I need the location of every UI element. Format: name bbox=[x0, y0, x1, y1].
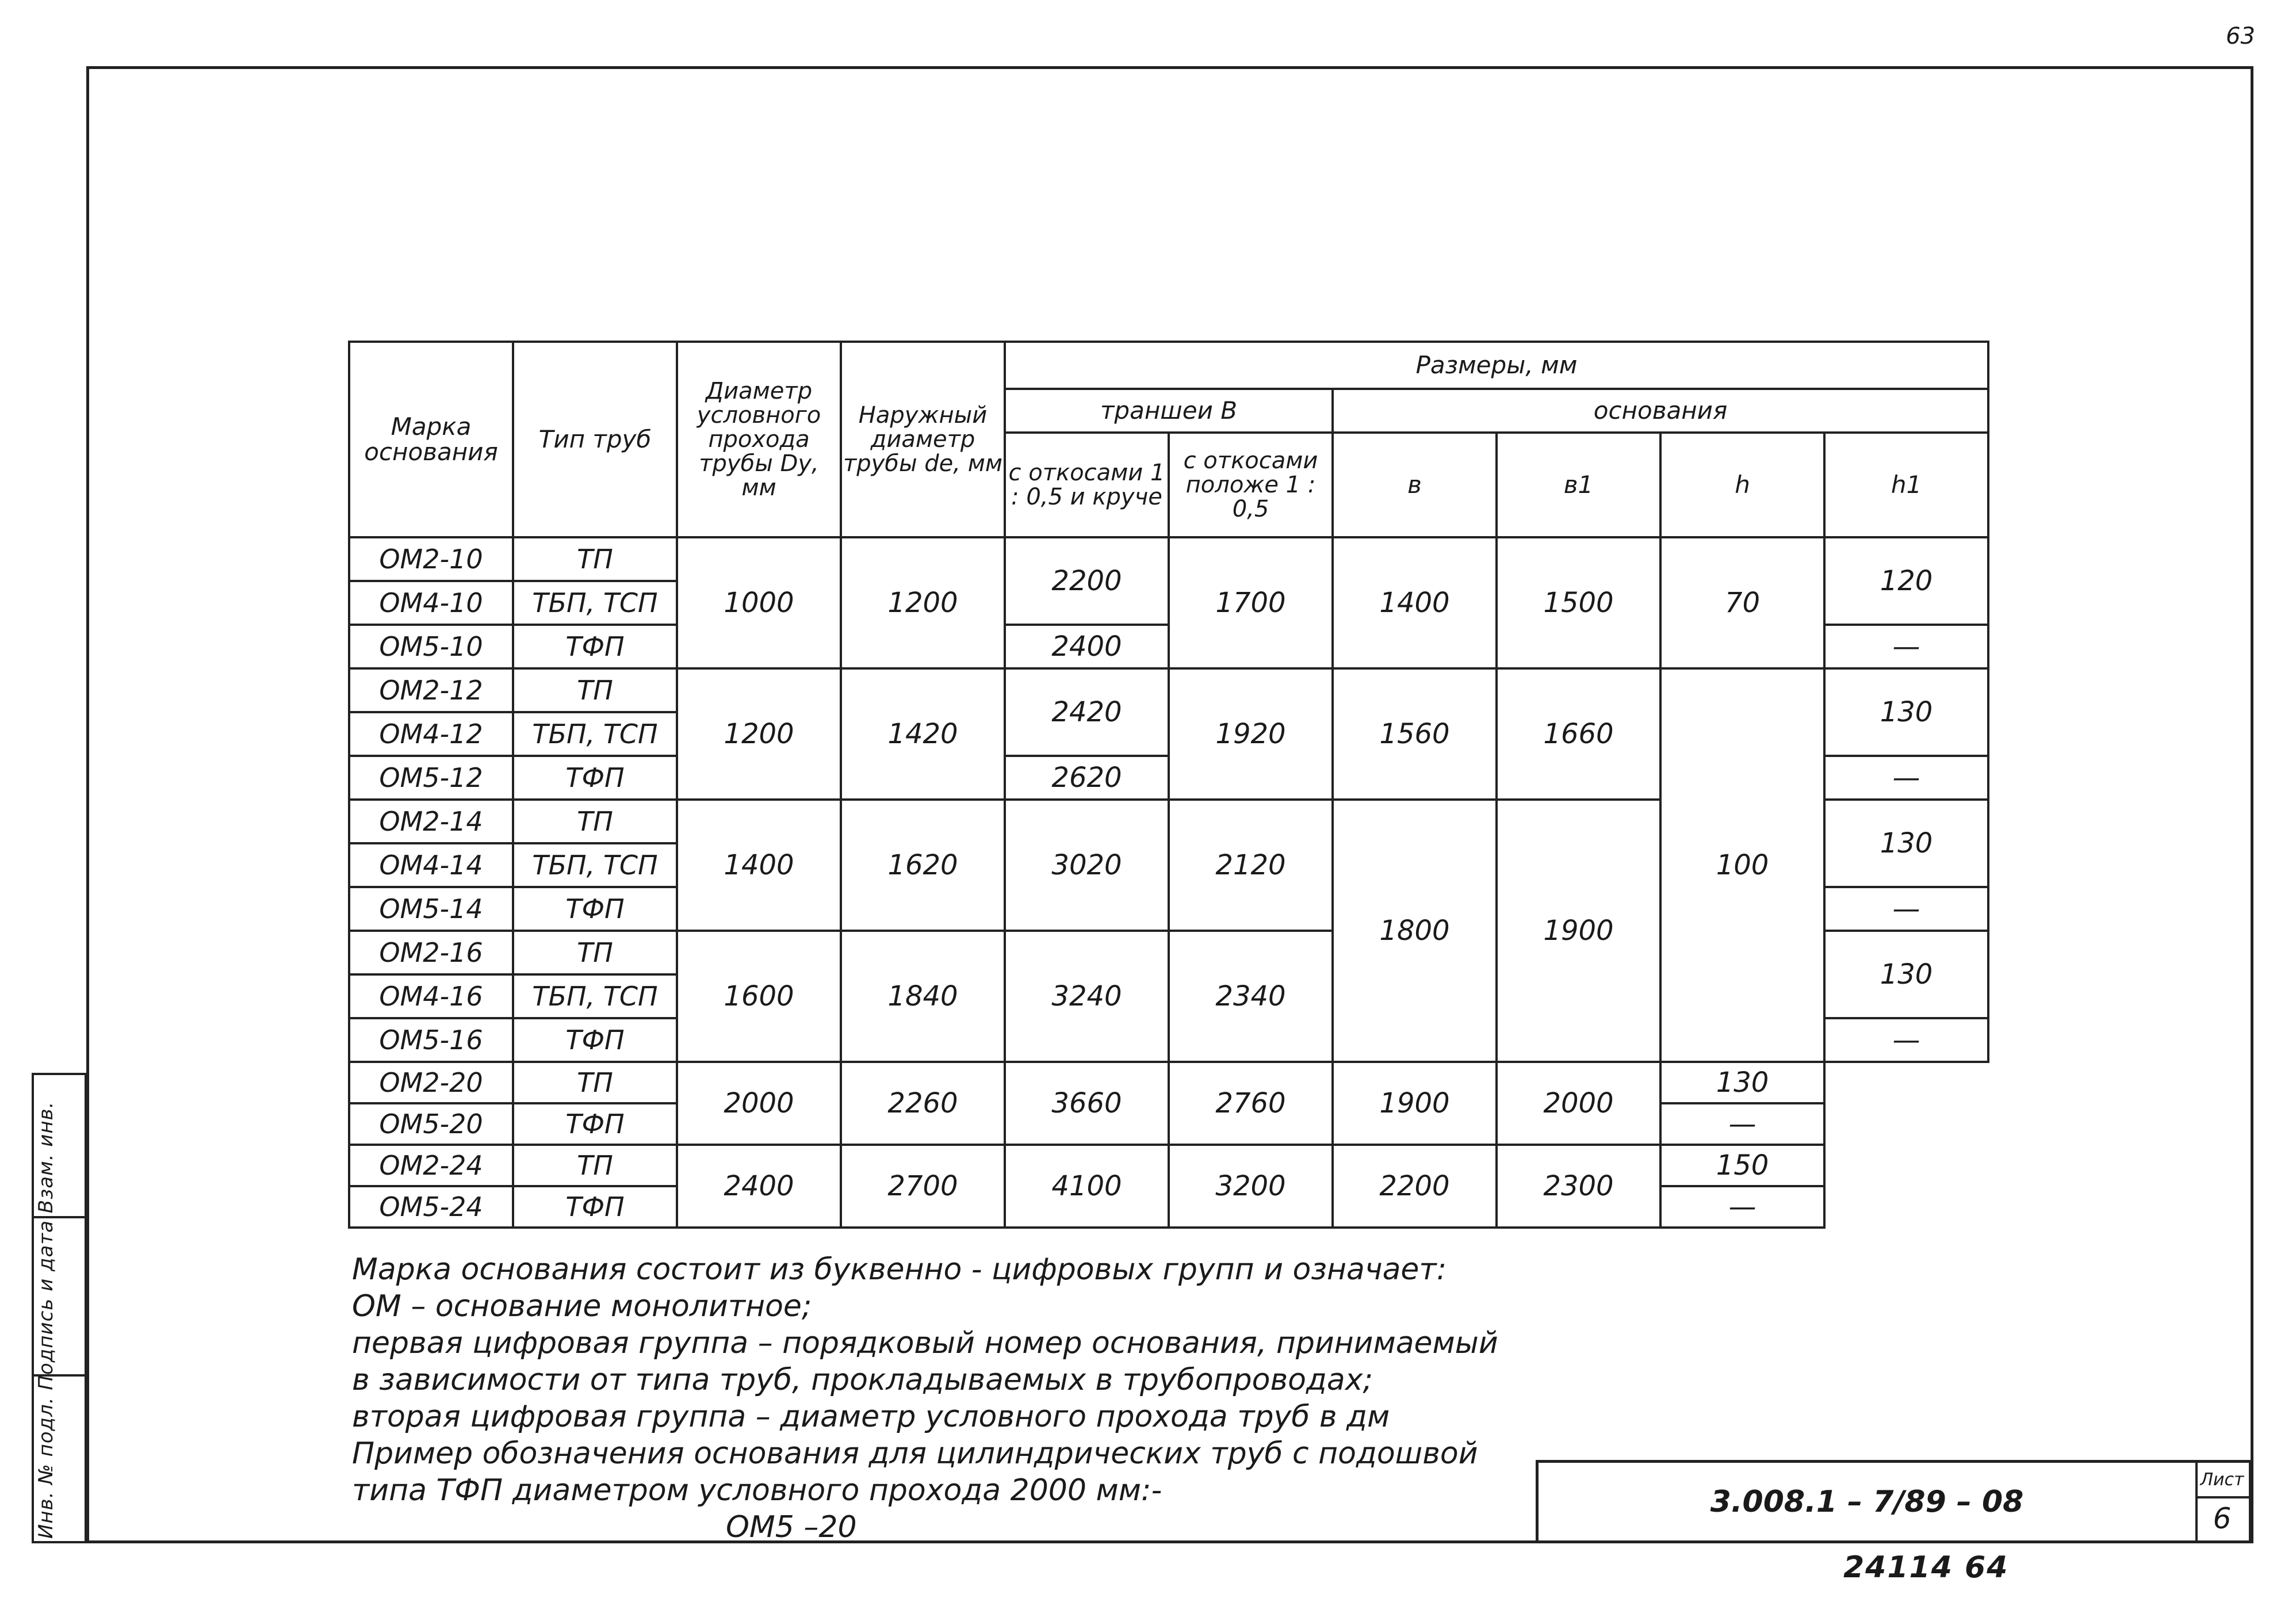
cell-de: 2700 bbox=[841, 1145, 1005, 1228]
cell-marka: ОМ5-24 bbox=[349, 1186, 513, 1228]
page-number: 63 bbox=[2226, 23, 2255, 49]
cell-tip: ТФП bbox=[513, 1186, 677, 1228]
cell-h1: 130 bbox=[1660, 1062, 1824, 1103]
document-code: 3.008.1 – 7/89 – 08 bbox=[1539, 1463, 2198, 1540]
cell-b1: 1900 bbox=[1497, 800, 1660, 1062]
cell-tip: ТФП bbox=[513, 756, 677, 800]
cell-tip: ТП bbox=[513, 1145, 677, 1186]
cell-dy: 2000 bbox=[677, 1062, 841, 1145]
cell-tip: ТБП, ТСП bbox=[513, 581, 677, 625]
cell-tip: ТБП, ТСП bbox=[513, 974, 677, 1018]
note-line: типа ТФП диаметром условного прохода 2000 мм:- bbox=[352, 1473, 1162, 1508]
header-b: в bbox=[1333, 433, 1497, 537]
cell-marka: ОМ2-24 bbox=[349, 1145, 513, 1186]
notes-block bbox=[352, 1251, 1498, 1546]
cell-marka: ОМ5-12 bbox=[349, 756, 513, 800]
cell-b-krut: 2200 bbox=[1005, 537, 1169, 625]
cell-tip: ТП bbox=[513, 668, 677, 712]
cell-tip: ТБП, ТСП bbox=[513, 712, 677, 756]
cell-de: 2260 bbox=[841, 1062, 1005, 1145]
note-line: Пример обозначения основания для цилиндрических труб с подошвой bbox=[352, 1436, 1478, 1471]
cell-marka: ОМ4-14 bbox=[349, 843, 513, 887]
cell-marka: ОМ2-20 bbox=[349, 1062, 513, 1103]
sheet-number: 6 bbox=[2213, 1501, 2232, 1535]
header-dy: Диаметр условного прохода трубы Dу, мм bbox=[677, 342, 841, 537]
cell-tip: ТП bbox=[513, 800, 677, 843]
cell-b-krut: 2620 bbox=[1005, 756, 1169, 800]
cell-b: 2200 bbox=[1333, 1145, 1497, 1228]
header-razmery: Размеры, мм bbox=[1005, 342, 1988, 389]
cell-de: 1420 bbox=[841, 668, 1005, 800]
cell-b1: 1660 bbox=[1497, 668, 1660, 800]
note-line: ОМ – основание монолитное; bbox=[352, 1289, 812, 1324]
cell-dy: 2400 bbox=[677, 1145, 841, 1228]
cell-tip: ТП bbox=[513, 537, 677, 581]
cell-marka: ОМ2-16 bbox=[349, 931, 513, 974]
cell-h1: — bbox=[1824, 625, 1988, 668]
cell-b-polog: 2340 bbox=[1169, 931, 1333, 1062]
cell-h1: — bbox=[1824, 756, 1988, 800]
cell-h1: — bbox=[1660, 1103, 1824, 1145]
cell-h: 70 bbox=[1660, 537, 1824, 668]
cell-b-polog: 1700 bbox=[1169, 537, 1333, 668]
header-de: Наружный диаметр трубы dе, мм bbox=[841, 342, 1005, 537]
cell-dy: 1600 bbox=[677, 931, 841, 1062]
cell-marka: ОМ4-12 bbox=[349, 712, 513, 756]
cell-h1: 130 bbox=[1824, 668, 1988, 756]
title-stamp bbox=[1536, 1460, 2252, 1543]
cell-h1: 130 bbox=[1824, 800, 1988, 887]
cell-marka: ОМ4-16 bbox=[349, 974, 513, 1018]
cell-de: 1200 bbox=[841, 537, 1005, 668]
cell-b: 1800 bbox=[1333, 800, 1497, 1062]
cell-dy: 1000 bbox=[677, 537, 841, 668]
specification-table bbox=[348, 341, 1989, 1229]
cell-b-krut: 3020 bbox=[1005, 800, 1169, 931]
cell-h1: 130 bbox=[1824, 931, 1988, 1018]
cell-de: 1840 bbox=[841, 931, 1005, 1062]
cell-b-krut: 2420 bbox=[1005, 668, 1169, 756]
cell-b-krut: 4100 bbox=[1005, 1145, 1169, 1228]
cell-b1: 2000 bbox=[1497, 1062, 1660, 1145]
cell-dy: 1200 bbox=[677, 668, 841, 800]
header-marka: Марка основания bbox=[349, 342, 513, 537]
cell-h1: — bbox=[1660, 1186, 1824, 1228]
cell-tip: ТФП bbox=[513, 1018, 677, 1062]
cell-b-polog: 2760 bbox=[1169, 1062, 1333, 1145]
cell-tip: ТБП, ТСП bbox=[513, 843, 677, 887]
cell-b-polog: 1920 bbox=[1169, 668, 1333, 800]
cell-h1: 120 bbox=[1824, 537, 1988, 625]
cell-marka: ОМ5-14 bbox=[349, 887, 513, 931]
header-h1: h1 bbox=[1824, 433, 1988, 537]
cell-marka: ОМ5-10 bbox=[349, 625, 513, 668]
note-line: в зависимости от типа труб, прокладываемых в трубопроводах; bbox=[352, 1363, 1373, 1397]
cell-tip: ТП bbox=[513, 931, 677, 974]
cell-tip: ТП bbox=[513, 1062, 677, 1103]
cell-marka: ОМ5-20 bbox=[349, 1103, 513, 1145]
note-line: первая цифровая группа – порядковый номер основания, принимаемый bbox=[352, 1326, 1498, 1360]
footer-number: 24114 64 bbox=[1843, 1550, 2009, 1585]
note-line: Марка основания состоит из буквенно - цифровых групп и означает: bbox=[352, 1252, 1447, 1287]
note-example: ОМ5 –20 bbox=[726, 1510, 857, 1544]
cell-b-krut: 3660 bbox=[1005, 1062, 1169, 1145]
header-transhei: траншеи В bbox=[1005, 389, 1333, 433]
cell-b-krut: 2400 bbox=[1005, 625, 1169, 668]
header-h: h bbox=[1660, 433, 1824, 537]
cell-marka: ОМ4-10 bbox=[349, 581, 513, 625]
cell-marka: ОМ2-14 bbox=[349, 800, 513, 843]
cell-de: 1620 bbox=[841, 800, 1005, 931]
sheet-label: Лист bbox=[2195, 1463, 2249, 1498]
cell-b-krut: 3240 bbox=[1005, 931, 1169, 1062]
cell-b-polog: 2120 bbox=[1169, 800, 1333, 931]
cell-b1: 2300 bbox=[1497, 1145, 1660, 1228]
header-otkos-krut: с откосами 1 : 0,5 и круче bbox=[1005, 433, 1169, 537]
cell-marka: ОМ2-12 bbox=[349, 668, 513, 712]
cell-marka: ОМ5-16 bbox=[349, 1018, 513, 1062]
cell-tip: ТФП bbox=[513, 887, 677, 931]
cell-b: 1400 bbox=[1333, 537, 1497, 668]
cell-h1: 150 bbox=[1660, 1145, 1824, 1186]
cell-h1: — bbox=[1824, 1018, 1988, 1062]
cell-h1: — bbox=[1824, 887, 1988, 931]
side-strip-text: Инв. № подл. Подпись и дата Взам. инв. bbox=[35, 1101, 58, 1539]
cell-dy: 1400 bbox=[677, 800, 841, 931]
header-otkos-polog: с откосами положе 1 : 0,5 bbox=[1169, 433, 1333, 537]
cell-b: 1560 bbox=[1333, 668, 1497, 800]
cell-b-polog: 3200 bbox=[1169, 1145, 1333, 1228]
cell-marka: ОМ2-10 bbox=[349, 537, 513, 581]
cell-h: 100 bbox=[1660, 668, 1824, 1062]
header-b1: в1 bbox=[1497, 433, 1660, 537]
cell-b: 1900 bbox=[1333, 1062, 1497, 1145]
header-osnovaniya: основания bbox=[1333, 389, 1988, 433]
header-tip: Тип труб bbox=[513, 342, 677, 537]
cell-b1: 1500 bbox=[1497, 537, 1660, 668]
cell-tip: ТФП bbox=[513, 1103, 677, 1145]
cell-tip: ТФП bbox=[513, 625, 677, 668]
note-line: вторая цифровая группа – диаметр условного прохода труб в дм bbox=[352, 1400, 1390, 1434]
